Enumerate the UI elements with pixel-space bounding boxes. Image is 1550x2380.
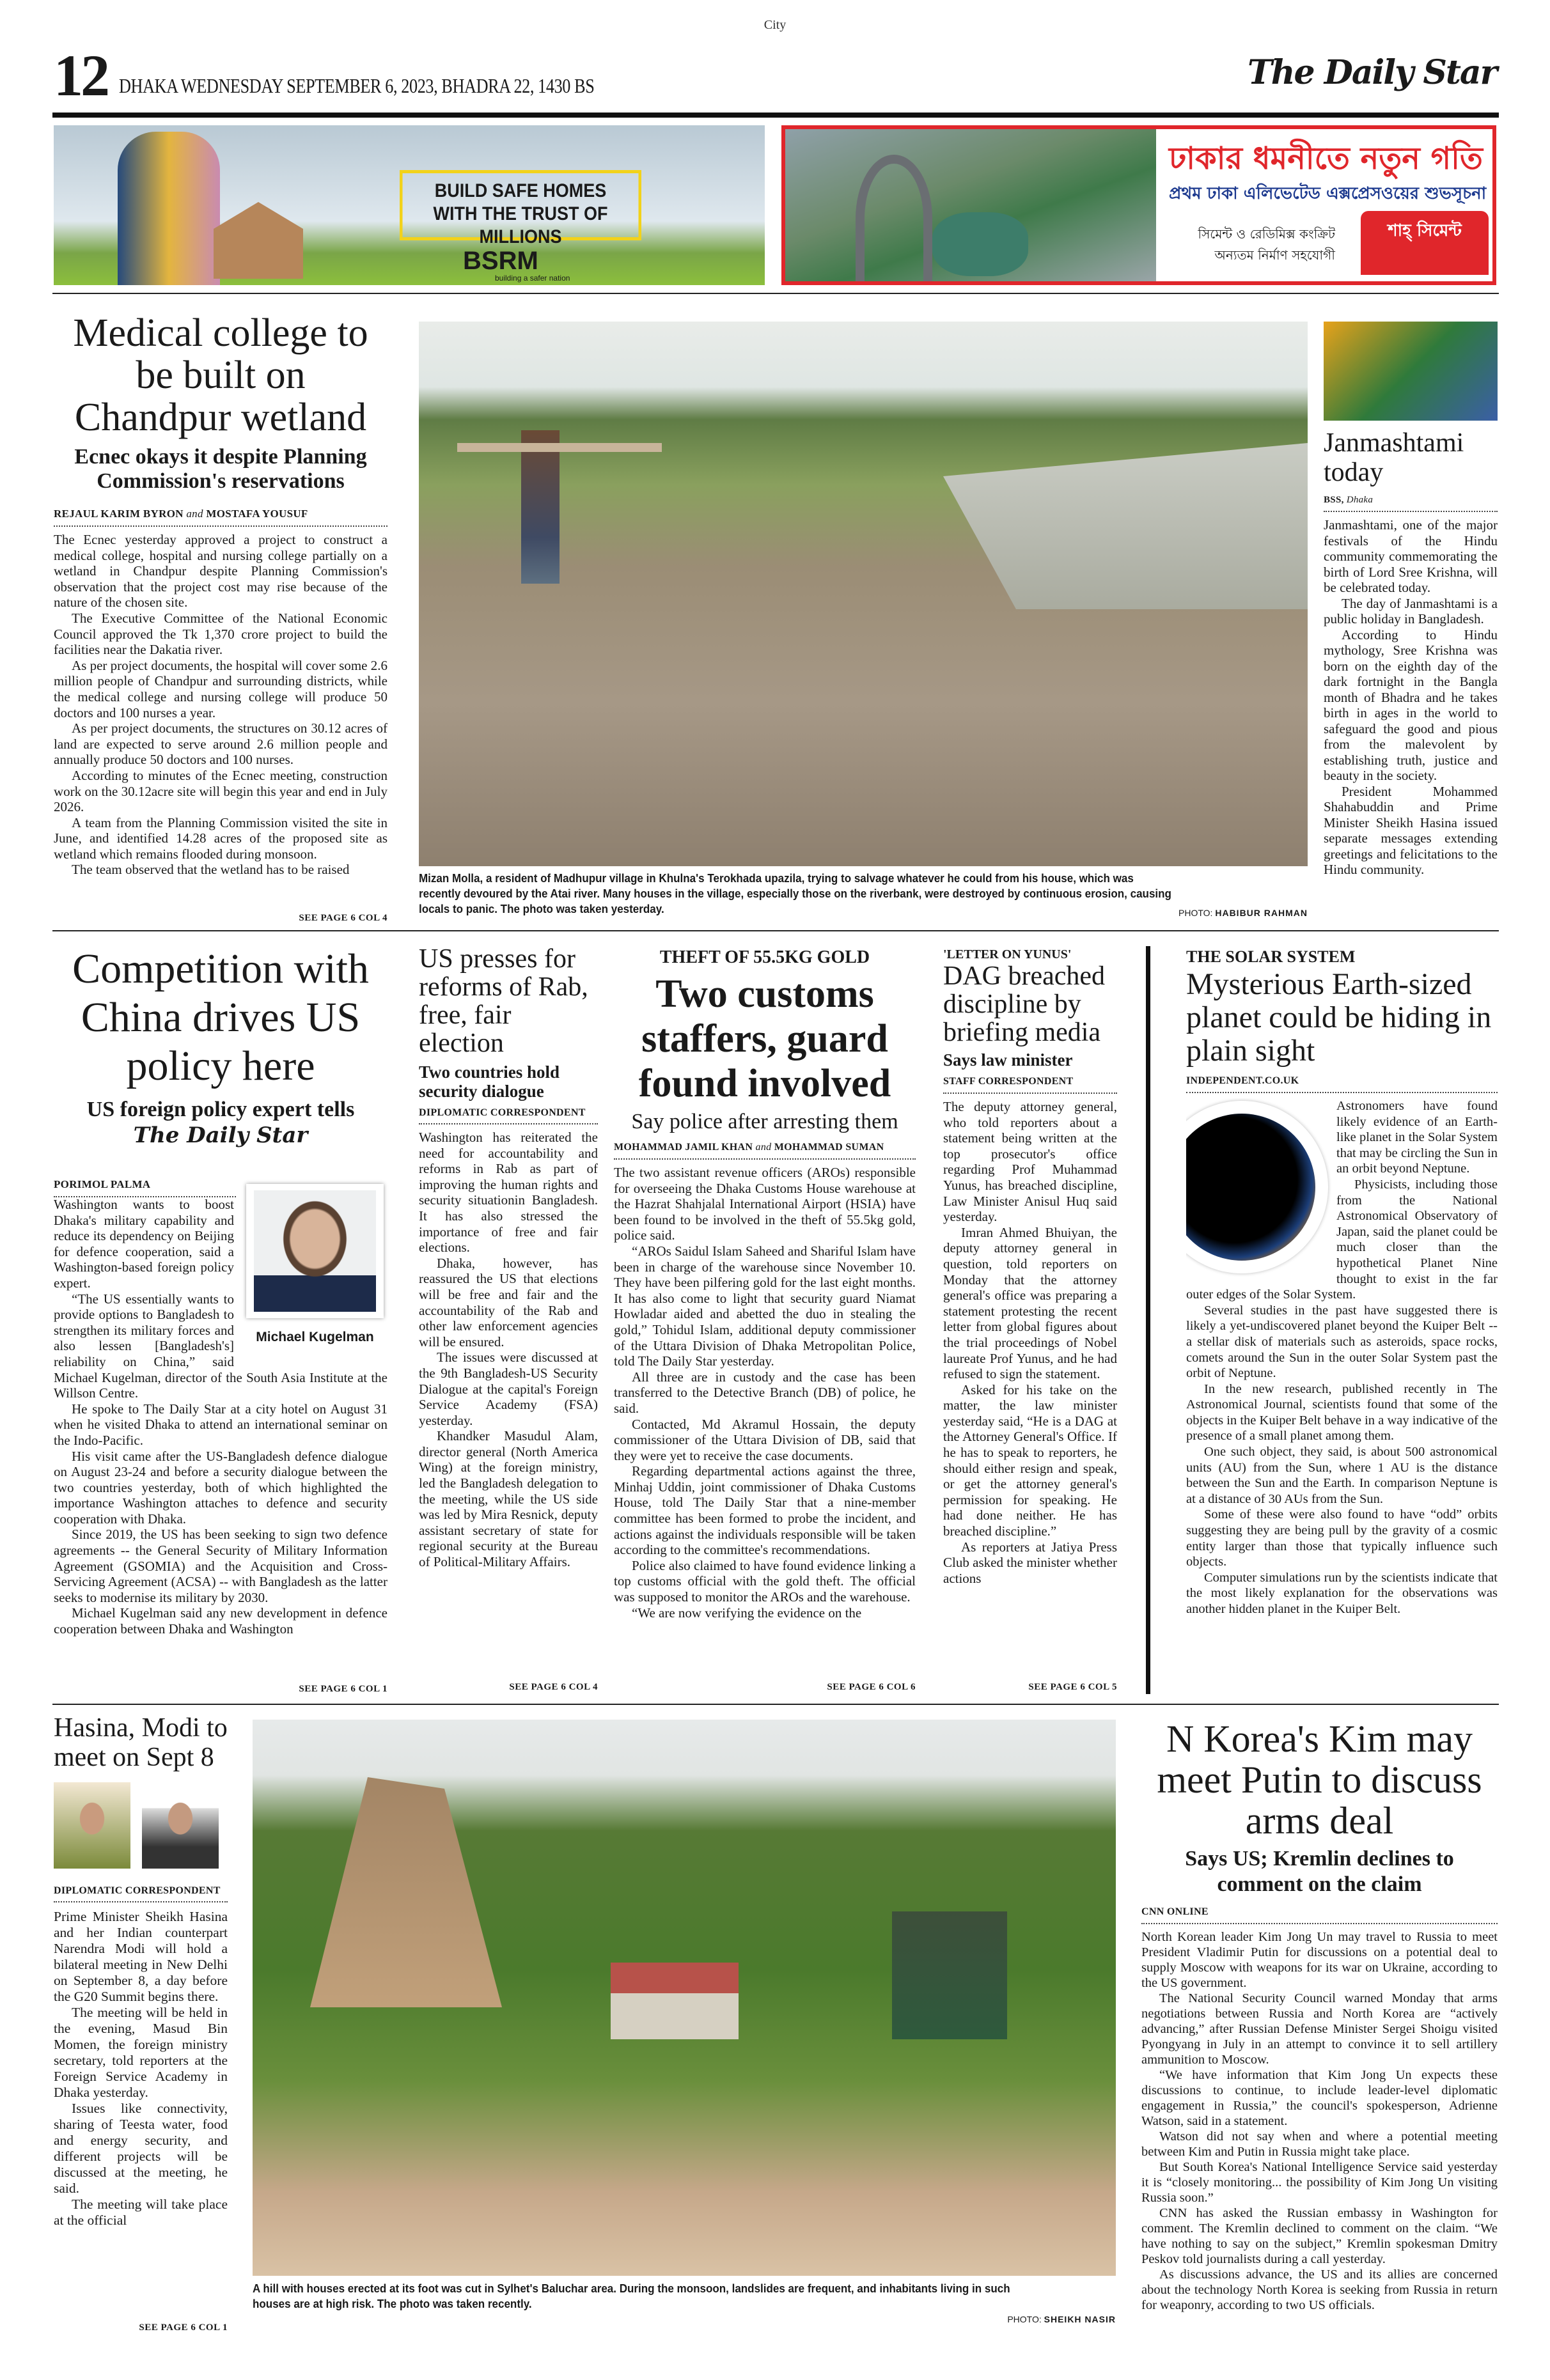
article-body <box>943 1099 1117 1679</box>
paragraph: Since 2019, the US has been seeking to sign two defence agreements -- the General Security of Military Information Agreement (GSOMIA) and the Acquisition and Cross-Servicing Agreement (ACSA) -- with Bangladesh as the latter seeks to modernise its military by 2030. <box>54 1527 388 1605</box>
paragraph: Some of these were also found to have “odd” orbits suggesting they are being pull by the gravity of a cosmic entity larger than those that typically influence such objects. <box>1186 1507 1498 1569</box>
planet-image <box>1186 1114 1315 1261</box>
shah-cement-logo: শাহ্ সিমেন্ট <box>1361 211 1489 275</box>
jump-link[interactable]: SEE PAGE 6 COL 4 <box>509 1682 598 1692</box>
paragraph: Imran Ahmed Bhuiyan, the deputy attorney general in question, told reporters on Monday that the attorney general's office was preparing a statement protesting the recent letter from global figures about the trial proceedings of Nobel laureate Prof Yunus, and he had refused to sign the statement. <box>943 1224 1117 1382</box>
paragraph: “We have information that Kim Jong Un expects these discussions to continue, to include leader-level diplomatic engagement in Russia,” the council's spokesperson, Adrienne Watson, said in a statement. <box>1141 2068 1498 2128</box>
deck: Ecnec okays it despite Planning Commission's reservations <box>74 445 367 493</box>
paragraph: The Executive Committee of the National Economic Council approved the Tk 1,370 crore project to build the facilities near the Dakatia river. <box>54 610 388 658</box>
photo-credit <box>1087 908 1308 918</box>
headline[interactable]: Mysterious Earth-sized planet could be hiding in plain sight <box>1186 967 1492 1068</box>
house-image <box>214 202 303 279</box>
planet-image-frame <box>1186 1101 1328 1273</box>
jump-link[interactable]: SEE PAGE 6 COL 4 <box>299 913 388 923</box>
article-body <box>419 1130 598 1679</box>
paragraph: Dhaka, however, has reassured the US that elections will be free and fair and the accountability of the Rab and other law enforcement agencies will be ensured. <box>419 1255 598 1349</box>
hasina-photo <box>54 1782 130 1869</box>
headline[interactable]: Hasina, Modi to meet on Sept 8 <box>54 1713 228 1772</box>
paragraph: According to minutes of the Ecnec meeting, construction work on the 30.12acre site will begin this year and end in July 2026. <box>54 767 388 815</box>
paragraph: Several studies in the past have suggested there is likely a yet-undiscovered planet beyond the Kuiper Belt -- a stellar disk of materials such as asteroids, space rocks, comets around the Sun in the outer Solar System past the orbit of Neptune. <box>1186 1303 1498 1381</box>
hill-cutting-photo <box>253 1720 1116 2276</box>
photo-wrap-space <box>234 1197 388 1357</box>
paragraph: The two assistant revenue officers (AROs) responsible for overseeing the Dhaka Customs House warehouse at the Hazrat Shahjalal International Airport (HSIA) have been found to be involved in the theft of 55.5kg gold, police said. <box>614 1165 916 1243</box>
paragraph: A team from the Planning Commission visited the site in June, and identified 14.28 acres of the proposed site as wetland which remains flooded during monsoon. <box>54 814 388 862</box>
dateline: DHAKA WEDNESDAY SEPTEMBER 6, 2023, BHADRA 22, 1430 BS <box>119 74 595 97</box>
article-rab-reforms <box>419 945 598 1693</box>
byline <box>54 508 388 527</box>
paragraph: The National Security Council warned Monday that arms negotiations between Russia and North Korea are “actively advancing,” after Russian Defense Minister Sergei Shoigu visited Pyongyang in July in an attempt to convince it to sell artillery ammunition to Moscow. <box>1141 1991 1498 2067</box>
ad-slogan-line1: BUILD SAFE HOMES <box>434 180 607 201</box>
author: MOHAMMAD JAMIL KHAN <box>614 1142 753 1153</box>
divider <box>52 1704 1499 1705</box>
credit-name: HABIBUR RAHMAN <box>1215 908 1308 918</box>
author: MOSTAFA YOUSUF <box>206 508 308 520</box>
paragraph: Khandker Masudul Alam, director general (North America Wing) at the foreign ministry, led the Bangladesh delegation to the meeting, while the US side was led by Mira Resnick, deputy assistant secretary of state for regional security at the Bureau of Political-Military Affairs. <box>419 1428 598 1570</box>
paragraph: The team observed that the wetland has to be raised <box>72 862 350 878</box>
article-dag-discipline <box>943 947 1117 1693</box>
headline[interactable]: Medical college to be built on Chandpur wetland <box>73 311 368 439</box>
paragraph: Watson did not say when and where a potential meeting between Kim and Putin in Russia might take place. <box>1141 2129 1498 2159</box>
headline[interactable]: Two customs staffers, guard found involved <box>638 972 891 1105</box>
paragraph: The issues were discussed at the 9th Bangladesh-US Security Dialogue at the capital's Foreign Service Academy (FSA) yesterday. <box>419 1349 598 1428</box>
ad-subhead: প্রথম ঢাকা এলিভেটেড এক্সপ্রেসওয়ের শুভসূচনা <box>1169 184 1487 203</box>
author: MOHAMMAD SUMAN <box>774 1142 884 1153</box>
article-solar-system <box>1186 947 1498 1693</box>
green-building <box>892 1911 1007 2039</box>
paragraph: According to Hindu mythology, Sree Krishna was born on the eighth day of the dark fortnight in the Bangla month of Bhadra and he takes birth in ages in the world to safeguard the good and pious from the malevolent by establishing truth, justice and beauty in the society. <box>1324 626 1498 783</box>
article-body <box>54 1909 228 2320</box>
cut-hill <box>310 1777 502 2007</box>
headline[interactable]: Janmashtami today <box>1324 428 1464 487</box>
modi-photo <box>142 1782 219 1869</box>
photo-caption: Mizan Molla, a resident of Madhupur village in Khulna's Terokhada upazila, trying to salvage whatever he could from his house, which was recently devoured by the Atai river. Many houses in the village, especially those on the riverbank, were destroyed by continuous erosion, causing locals to panic. The photo was taken yesterday. <box>419 871 1171 915</box>
bsrm-advertisement[interactable] <box>54 125 765 285</box>
paragraph: The meeting will be held in the evening, Masud Bin Momen, the foreign ministry secretary, told reporters at the Foreign Service Academy in Dhaka yesterday. <box>54 2005 228 2100</box>
article-body <box>614 1165 916 1679</box>
article-body <box>1324 517 1498 924</box>
article-gold-theft <box>614 947 916 1693</box>
jump-link[interactable]: SEE PAGE 6 COL 1 <box>139 2322 228 2333</box>
article-competition-china <box>54 945 388 1149</box>
deck-text: US foreign policy expert tells <box>86 1098 355 1121</box>
headline[interactable]: US presses for reforms of Rab, free, fair election <box>419 944 588 1058</box>
article-hasina-modi <box>54 1713 228 2333</box>
paragraph: Physicists, including those from the National Astronomical Observatory of Japan, said the planet could be much closer than the hypothetical Planet Nine thought to exist in the far outer edges of the Solar System. <box>1186 1177 1498 1302</box>
paragraph: The Ecnec yesterday approved a project to construct a medical college, hospital and nursing college partially on a wetland in Chandpur despite Planning Commission's observation that the project cost may rise because of the nature of the chosen site. <box>54 532 388 611</box>
paragraph: All three are in custody and the case has been transferred to the Detective Branch (DB) of police, he said. <box>614 1369 916 1416</box>
article-body <box>54 1197 388 1681</box>
article-body <box>1186 1098 1498 1693</box>
deck: Says US; Kremlin declines to comment on the claim <box>1185 1847 1454 1896</box>
lake-shape <box>932 212 1028 276</box>
planet-wrap-space <box>1186 1101 1336 1283</box>
byline-join: and <box>186 508 203 520</box>
man-figure <box>521 430 560 584</box>
newspaper-logo[interactable]: The Daily Star <box>1248 53 1496 92</box>
paragraph: CNN has asked the Russian embassy in Washington for comment. The Kremlin declined to comment on the claim. “We have nothing to say on the subject,” Kremlin spokesman Dmitry Peskov told journalists during a call yesterday. <box>1141 2206 1498 2266</box>
leader-photos <box>54 1782 228 1869</box>
paragraph: Asked for his take on the matter, the law minister yesterday said, “He is a DAG at the Attorney General's Office. If he has to speak to reporters, he should either resign and speak, or get the attorney general's permission for speaking. He had done neither. He has breached discipline.” <box>943 1381 1117 1539</box>
paragraph: But South Korea's National Intelligence Service said yesterday it is “closely monitoring... the possibility of Kim Jong Un visiting Russia soon.” <box>1141 2160 1498 2205</box>
paragraph: He spoke to The Daily Star at a city hotel on August 31 when he visited Dhaka to attend an international seminar on the Indo-Pacific. <box>54 1401 388 1448</box>
masthead-rule <box>52 113 1499 118</box>
ad-headline: ঢাকার ধমনীতে নতুন গতি <box>1169 141 1483 176</box>
section-label: City <box>763 18 787 32</box>
paragraph: North Korean leader Kim Jong Un may travel to Russia to meet President Vladimir Putin for discussions on a potential deal to supply Moscow with weapons for its war on Ukraine, according to the US government. <box>1141 1930 1498 1990</box>
paragraph: “AROs Saidul Islam Saheed and Shariful Islam have been in charge of the warehouse since November 10. They have been pilfering gold for the last eight months. It has also come to light that security guard Niamat Howladar aided and abetted the duo in stealing the gold,” Tohidul Islam, additional deputy commissioner of the Uttara Division of Dhaka Metropolitan Police, told The Daily Star yesterday. <box>614 1243 916 1369</box>
family-image <box>118 132 220 285</box>
kicker: THE SOLAR SYSTEM <box>1186 947 1356 966</box>
photo-caption: Michael Kugelman <box>256 1330 374 1344</box>
expressway-shape <box>856 155 932 283</box>
paragraph: President Mohammed Shahabuddin and Prime Minister Sheikh Hasina issued separate messages extending greetings and felicitations to the Hindu community. <box>1324 783 1498 877</box>
byline: PORIMOL PALMA <box>54 1178 236 1197</box>
divider <box>52 293 1499 294</box>
paragraph: Michael Kugelman said any new development in defence cooperation between Dhaka and Washington <box>54 1605 388 1637</box>
byline <box>1324 495 1498 512</box>
deck: Say police after arresting them <box>631 1110 898 1133</box>
article-body <box>1141 1929 1498 2340</box>
divider <box>52 930 1499 931</box>
byline: DIPLOMATIC CORRESPONDENT <box>54 1885 228 1902</box>
paragraph: Prime Minister Sheikh Hasina and her Indian counterpart Narendra Modi will hold a bilateral meeting in New Delhi on September 8, a day before the G20 Summit begins there. <box>54 1909 228 2004</box>
paragraph: Police also claimed to have found evidence linking a top customs official with the gold theft. The official was supposed to monitor the AROs and the warehouse. <box>614 1557 916 1605</box>
headline[interactable]: Competition with China drives US policy here <box>72 945 369 1089</box>
expressway-aerial-image <box>785 129 1156 281</box>
shah-cement-advertisement[interactable] <box>781 125 1496 285</box>
byline: CNN ONLINE <box>1141 1906 1498 1924</box>
ad-slogan <box>400 170 641 247</box>
deck: Says law minister <box>943 1050 1073 1069</box>
article-nkorea-kim <box>1141 1718 1498 2340</box>
krishna-image <box>1324 322 1498 421</box>
article-janmashtami <box>1324 322 1498 924</box>
ad-partner-text: সিমেন্ট ও রেডিমিক্স কংক্রিট অন্যতম নির্মাণ সহযোগী <box>1198 226 1335 263</box>
byline-join: and <box>755 1142 772 1153</box>
article-medical-college <box>54 312 388 924</box>
byline <box>614 1142 916 1160</box>
river-water <box>943 443 1308 609</box>
jump-link[interactable]: SEE PAGE 6 COL 5 <box>1028 1682 1117 1692</box>
paragraph: His visit came after the US-Bangladesh defence dialogue on August 23-24 and before a security dialogue between the two countries yesterday, both of which highlighted the importance Washington attaches to defence and security cooperation with Dhaka. <box>54 1448 388 1527</box>
credit-label: PHOTO: <box>1007 2314 1042 2324</box>
headline[interactable]: DAG breached discipline by briefing media <box>943 961 1106 1047</box>
paragraph: Janmashtami, one of the major festivals of the Hindu community commemorating the birth of Lord Sree Krishna, will be celebrated today. <box>1324 517 1498 595</box>
paragraph: The meeting will take place at the official <box>54 2197 228 2228</box>
byline-source: BSS, <box>1324 495 1344 505</box>
paragraph: In the new research, published recently in The Astronomical Journal, scientists found that some of the objects in the Kuiper Belt behave in a way indicative of the presence of a small planet among them. <box>1186 1381 1498 1443</box>
jump-link[interactable]: SEE PAGE 6 COL 1 <box>299 1684 388 1694</box>
paragraph: Washington wants to boost Dhaka's military capability and reduce its dependency on Beijing for defence cooperation, said a Washington-based foreign policy expert. <box>54 1197 234 1291</box>
paragraph: Regarding departmental actions against the three, Minhaj Uddin, joint commissioner of Dhaka Customs House, told The Daily Star that a nine-member committee has been formed to probe the incident, and actions against the individuals responsible will be taken according to the committee's recommendations. <box>614 1463 916 1558</box>
credit-name: SHEIKH NASIR <box>1044 2314 1116 2324</box>
deck <box>54 1097 388 1149</box>
byline: DIPLOMATIC CORRESPONDENT <box>419 1107 598 1124</box>
paragraph: The deputy attorney general, who told reporters about a statement being written at the top prosecutor's office regarding Prof Muhammad Yunus, has breached discipline, Law Minister Anisul Huq said yesterday. <box>943 1099 1117 1225</box>
byline-place: Dhaka <box>1346 495 1374 505</box>
author: REJAUL KARIM BYRON <box>54 508 184 520</box>
paragraph: One such object, they said, is about 500 astronomical units (AU) from the Sun, where 1 AU is the distance between the Sun and the Earth. In comparison Neptune is at a distance of 30 AUs from the Sun. <box>1186 1445 1498 1506</box>
paragraph: As per project documents, the structures on 30.12 acres of land are expected to serve around 2.6 million people and annually produce 50 doctors and 100 nurses. <box>54 720 388 768</box>
photo-credit <box>895 2314 1116 2324</box>
deck-logo: The Daily Star <box>133 1123 308 1148</box>
tin-house <box>611 1963 739 2039</box>
article-body <box>54 532 388 910</box>
paragraph: “The US essentially wants to provide options to Bangladesh to strengthen its military forces and also lessen [Bangladesh's] reliability on China,” said Michael Kugelman, director of the South Asia Institute at the Willson Centre. <box>54 1291 388 1401</box>
column-rule <box>1146 946 1150 1694</box>
paragraph: As per project documents, the hospital will cover some 2.6 million people of Chandpur and surrounding districts, while the medical college and nursing college will produce 50 doctors and 100 nurses a year. <box>54 657 388 720</box>
paragraph: Washington has reiterated the need for accountability and reforms in Rab as part of improving the human rights and security situationin Bangladesh. It has also stressed the importance of free and fair elections. <box>419 1130 598 1256</box>
byline: STAFF CORRESPONDENT <box>943 1076 1117 1094</box>
wood-plank <box>457 443 662 452</box>
headline[interactable]: N Korea's Kim may meet Putin to discuss arms deal <box>1157 1718 1482 1842</box>
photo-caption: A hill with houses erected at its foot was cut in Sylhet's Baluchar area. During the monsoon, landslides are frequent, and inhabitants living in such houses are at high risk. The photo was taken recently. <box>253 2282 1010 2310</box>
byline: INDEPENDENT.CO.UK <box>1186 1075 1498 1093</box>
paragraph: Contacted, Md Akramul Hossain, the deputy commissioner of the Uttara Division of DB, said that they were yet to receive the case documents. <box>614 1416 916 1463</box>
jump-link[interactable]: SEE PAGE 6 COL 6 <box>827 1682 916 1692</box>
paragraph: Computer simulations run by the scientists indicate that the most likely explanation for the observations was another hidden planet in the Kuiper Belt. <box>1186 1570 1498 1616</box>
bsrm-tagline: building a safer nation <box>495 274 570 283</box>
paragraph: “We are now verifying the evidence on the <box>632 1605 862 1621</box>
paragraph: As reporters at Jatiya Press Club asked the minister whether actions <box>943 1539 1117 1586</box>
kicker: THEFT OF 55.5KG GOLD <box>659 947 870 967</box>
page-number: 12 <box>54 43 107 108</box>
deck: Two countries hold security dialogue <box>419 1062 560 1101</box>
paragraph: Astronomers have found likely evidence of an Earth-like planet in the Solar System that may be circling the Sun in an orbit beyond Neptune. <box>1336 1099 1498 1176</box>
bsrm-logo: BSRM <box>463 247 538 275</box>
credit-label: PHOTO: <box>1178 908 1213 918</box>
paragraph: Issues like connectivity, sharing of Teesta water, food and energy security, and different projects will be discussed at the meeting, he said. <box>54 2101 228 2196</box>
kicker: 'LETTER ON YUNUS' <box>943 947 1072 961</box>
paragraph: The day of Janmashtami is a public holiday in Bangladesh. <box>1324 595 1498 626</box>
river-erosion-photo <box>419 322 1308 866</box>
paragraph: As discussions advance, the US and its allies are concerned about the technology North Korea is seeking from Russia in return for weaponry, according to two US officials. <box>1141 2267 1498 2312</box>
ad-slogan-line2: WITH THE TRUST OF MILLIONS <box>433 203 608 247</box>
